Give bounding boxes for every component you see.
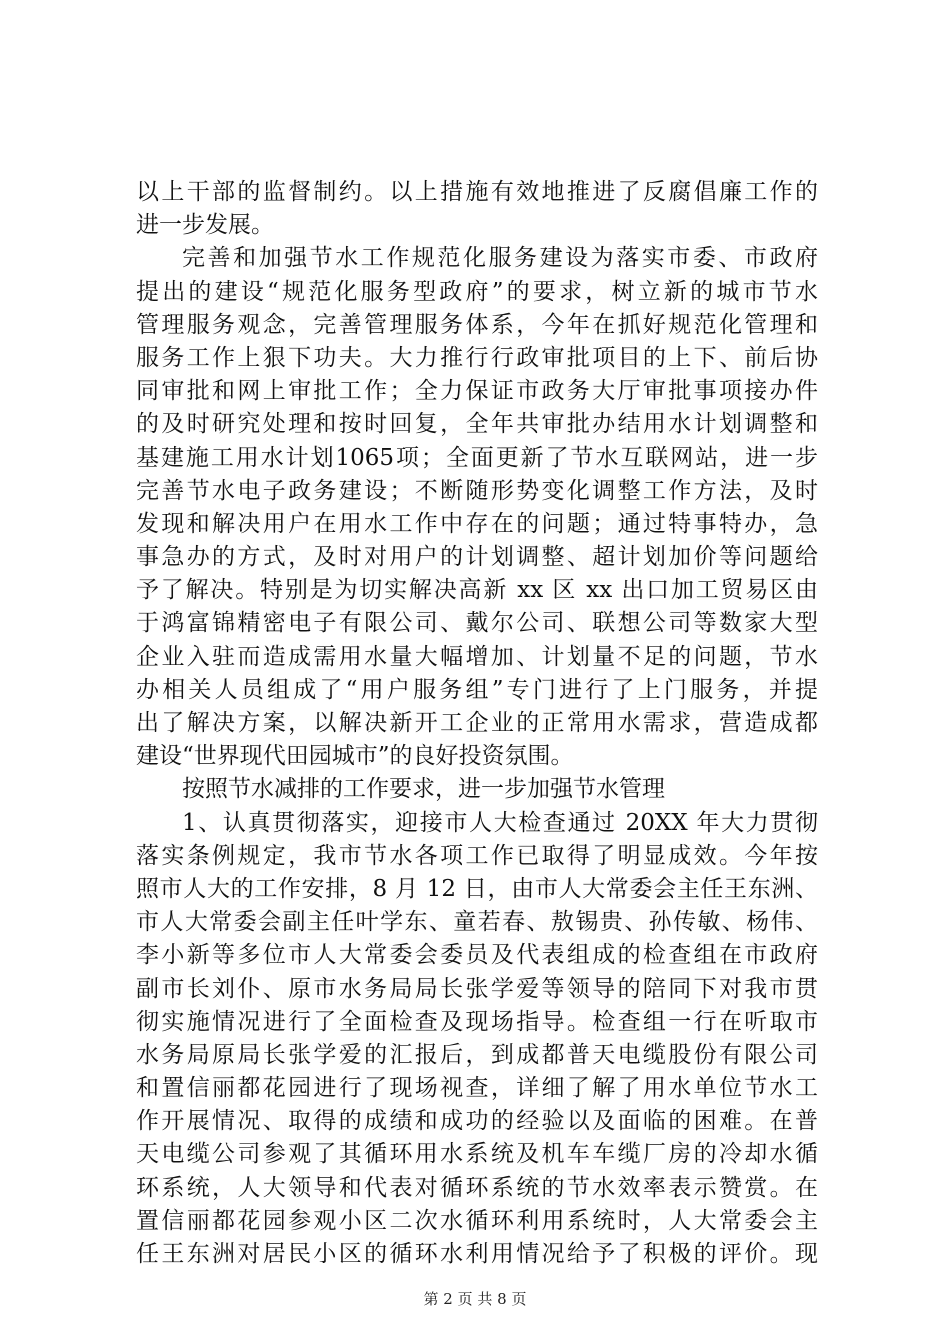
text-line: 完善节水电子政务建设；不断随形势变化调整工作方法，及时 (136, 477, 818, 504)
text-line: 出了解决方案，以解决新开工企业的正常用水需求，营造成都 (136, 710, 818, 736)
text-line: 以上干部的监督制约。以上措施有效地推进了反腐倡廉工作的 (136, 179, 818, 205)
text-line: 作开展情况、取得的成绩和成功的经验以及面临的困难。在普 (136, 1108, 818, 1135)
document-body (136, 176, 818, 1271)
text-line: 发现和解决用户在用水工作中存在的问题；通过特事特办，急 (136, 510, 818, 537)
text-line: 建设“世界现代田园城市”的良好投资氛围。 (136, 743, 574, 770)
text-line: 彻实施情况进行了全面检查及现场指导。检查组一行在听取市 (136, 1008, 818, 1035)
text-line: 管理服务观念，完善管理服务体系，今年在抓好规范化管理和 (136, 311, 818, 338)
text-line: 企业入驻而造成需用水量大幅增加、计划量不足的问题，节水 (136, 643, 818, 670)
text-line: 环系统，人大领导和代表对循环系统的节水效率表示赞赏。在 (136, 1174, 818, 1201)
text-line: 副市长刘仆、原市水务局局长张学爱等领导的陪同下对我市贯 (136, 975, 818, 1002)
text-line: 置信丽都花园参观小区二次水循环利用系统时，人大常委会主 (136, 1207, 818, 1234)
text-line: 完善和加强节水工作规范化服务建设为落实市委、市政府 (182, 245, 818, 272)
text-line: 天电缆公司参观了其循环用水系统及机车车缆厂房的冷却水循 (136, 1141, 818, 1168)
text-line: 李小新等多位市人大常委会委员及代表组成的检查组在市政府 (136, 942, 818, 969)
text-line: 和置信丽都花园进行了现场视查，详细了解了用水单位节水工 (136, 1075, 818, 1102)
text-line: 事急办的方式，及时对用户的计划调整、超计划加价等问题给 (136, 544, 818, 571)
text-line: 照市人大的工作安排，8 月 12 日，由市人大常委会主任王东洲、 (136, 875, 818, 902)
text-line: 办相关人员组成了“用户服务组”专门进行了上门服务，并提 (136, 676, 818, 703)
text-line: 同审批和网上审批工作；全力保证市政务大厅审批事项接办件 (136, 378, 818, 405)
text-line: 按照节水减排的工作要求，进一步加强节水管理 (182, 776, 665, 803)
text-line: 予了解决。特别是为切实解决高新 xx 区 xx 出口加工贸易区由 (136, 577, 818, 604)
text-line: 市人大常委会副主任叶学东、童若春、敖锡贵、孙传敏、杨伟、 (136, 909, 818, 936)
text-line: 的及时研究处理和按时回复，全年共审批办结用水计划调整和 (136, 411, 818, 438)
text-line: 进一步发展。 (136, 212, 274, 239)
text-line: 水务局原局长张学爱的汇报后，到成都普天电缆股份有限公司 (136, 1041, 818, 1068)
text-line: 落实条例规定，我市节水各项工作已取得了明显成效。今年按 (136, 842, 818, 869)
text-line: 提出的建设“规范化服务型政府”的要求，树立新的城市节水 (136, 278, 818, 305)
text-line: 服务工作上狠下功夫。大力推行行政审批项目的上下、前后协 (136, 344, 818, 371)
text-line: 于鸿富锦精密电子有限公司、戴尔公司、联想公司等数家大型 (136, 610, 818, 637)
text-line: 基建施工用水计划1065项；全面更新了节水互联网站，进一步 (136, 444, 818, 471)
page-number-footer: 第 2 页 共 8 页 (423, 1290, 527, 1308)
text-line: 任王东洲对居民小区的循环水利用情况给予了积极的评价。现 (136, 1241, 818, 1267)
text-line: 1、认真贯彻落实，迎接市人大检查通过 20XX 年大力贯彻 (182, 809, 818, 836)
